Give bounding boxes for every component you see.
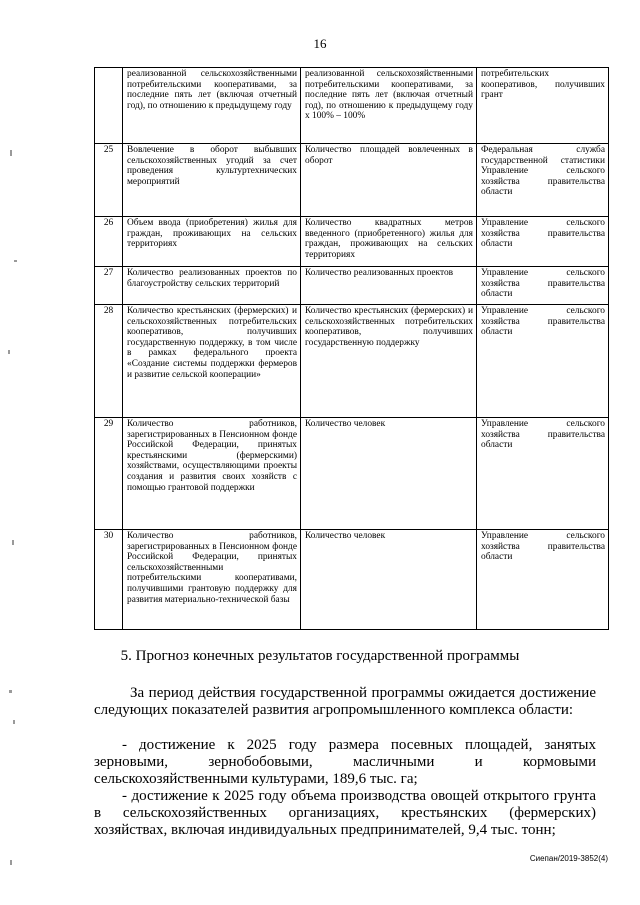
indicator-cell: Количество работников, зарегистрированных в Пенсионном фонде Российской Федерации, принятых крестьянскими (фермерскими) хозяйствами, осуществляющими проекты создания и развития своих хозяйств с помощью грантовой поддержки [123, 418, 301, 530]
source-cell: Управление сельского хозяйства правительства области [477, 530, 609, 630]
source-cell: Управление сельского хозяйства правительства области [477, 305, 609, 418]
indicator-cell: Вовлечение в оборот выбывших сельскохозяйственных угодий за счет проведения культуртехнических мероприятий [123, 144, 301, 217]
bullet-paragraph: - достижение к 2025 году объема производства овощей открытого грунта в сельскохозяйственных организациях, крестьянских (фермерских) хозяйствах, включая индивидуальных предпринимателей, 9,4 тыс. тонн; [94, 788, 596, 838]
row-number: 30 [95, 530, 123, 630]
row-number [95, 68, 123, 144]
unit-cell: Количество человек [301, 418, 477, 530]
scan-speck [10, 860, 12, 865]
scan-speck [9, 690, 12, 693]
unit-cell: Количество реализованных проектов [301, 267, 477, 305]
indicator-cell: Количество реализованных проектов по благоустройству сельских территорий [123, 267, 301, 305]
unit-cell: Количество крестьянских (фермерских) и сельскохозяйственных потребительских кооперативов, получивших государственную поддержку [301, 305, 477, 418]
row-number: 28 [95, 305, 123, 418]
table-row [95, 217, 609, 267]
indicator-cell: реализованной сельскохозяйственными потребительскими кооперативами, за последние пять лет (включая отчетный год), по отношению к предыдущему году [123, 68, 301, 144]
unit-cell: Количество человек [301, 530, 477, 630]
table-row [95, 267, 609, 305]
scan-speck [10, 150, 12, 156]
table-row [95, 305, 609, 418]
indicator-cell: Количество работников, зарегистрированных в Пенсионном фонде Российской Федерации, принятых сельскохозяйственными потребительскими кооперативами, получившими грантовую поддержку для развития материально-технической базы [123, 530, 301, 630]
source-cell: Управление сельского хозяйства правительства области [477, 418, 609, 530]
row-number: 25 [95, 144, 123, 217]
row-number: 29 [95, 418, 123, 530]
table-row [95, 418, 609, 530]
source-cell: Управление сельского хозяйства правительства области [477, 267, 609, 305]
unit-cell: Количество площадей вовлеченных в оборот [301, 144, 477, 217]
document-code: Сиепан/2019-3852(4) [529, 854, 608, 863]
bullet-paragraph: - достижение к 2025 году размера посевных площадей, занятых зерновыми, зернобобовыми, масличными и кормовыми сельскохозяйственными культурами, 189,6 тыс. га; [94, 737, 596, 787]
indicators-table [94, 67, 609, 630]
unit-cell: реализованной сельскохозяйственными потребительскими кооперативами, за последние пять лет (включая отчетный год), по отношению к предыдущему году х 100% – 100% [301, 68, 477, 144]
table-row [95, 144, 609, 217]
section-title: 5. Прогноз конечных результатов государственной программы [120, 648, 520, 664]
source-cell: Федеральная служба государственной статистики Управление сельского хозяйства правительства области [477, 144, 609, 217]
scan-speck [8, 350, 10, 354]
table-row [95, 68, 609, 144]
page-number: 16 [313, 36, 327, 51]
scan-speck [13, 720, 15, 724]
row-number: 26 [95, 217, 123, 267]
table-row [95, 530, 609, 630]
indicator-cell: Количество крестьянских (фермерских) и сельскохозяйственных потребительских кооперативов, получивших государственную поддержку, в том числе в рамках федерального проекта «Создание системы поддержки фермеров и развитие сельской кооперации» [123, 305, 301, 418]
row-number: 27 [95, 267, 123, 305]
scan-speck [12, 540, 14, 545]
unit-cell: Количество квадратных метров введенного (приобретенного) жилья для граждан, проживающих на сельских территориях [301, 217, 477, 267]
source-cell: Управление сельского хозяйства правительства области [477, 217, 609, 267]
scan-speck [14, 260, 17, 262]
indicator-cell: Объем ввода (приобретения) жилья для граждан, проживающих на сельских территориях [123, 217, 301, 267]
source-cell: потребительских кооперативов, получивших грант [477, 68, 609, 144]
intro-paragraph: За период действия государственной программы ожидается достижение следующих показателей развития агропромышленного комплекса области: [94, 685, 596, 718]
